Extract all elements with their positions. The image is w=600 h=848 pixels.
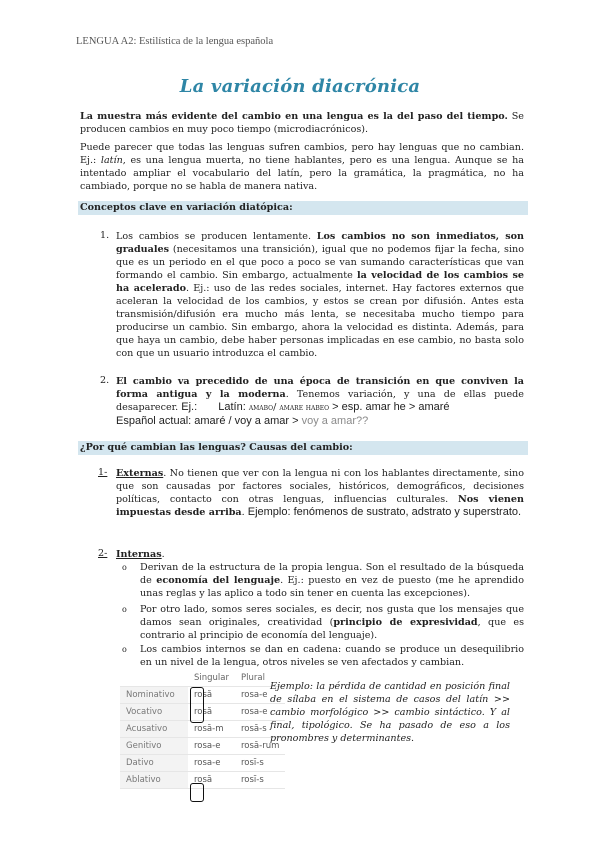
list-number: 1.	[100, 230, 110, 241]
list-text: Los cambios se producen lentamente.	[116, 231, 317, 242]
list-text: Por otro lado, somos seres sociales, es decir, nos gusta que los mensajes que damos sean originales, creatividad (	[140, 604, 524, 628]
list-bold: El cambio va precedido de una época de transición en que conviven la forma antigua y la moderna	[116, 376, 524, 400]
latin-form-1: amabo	[248, 403, 274, 413]
list-bold: Los cambios no son inmediatos, son graduales	[116, 231, 524, 255]
case-cell: Vocativo	[120, 704, 188, 721]
latin-form-2: amare habeo	[279, 403, 330, 413]
example-text: Ejemplo: fenómenos de sustrato, adstrato y superstrato.	[247, 506, 522, 518]
intro-paragraph-2	[80, 141, 524, 193]
plural-cell: rosā-s	[235, 721, 285, 738]
table-row	[120, 721, 285, 738]
table-caption: Ejemplo: la pérdida de cantidad en posición final de sílaba en el sistema de casos del latín >> cambio morfológico >> cambio sintáctico. Y al final, tipológico. Se ha pasado de eso a los pronombres y determinantes.	[270, 681, 510, 744]
list-bold: Nos vienen impuestas desde arriba	[116, 494, 524, 518]
table-row	[120, 738, 285, 755]
list-text: , que es contrario al principio de economía del lenguaje).	[140, 617, 525, 641]
plural-cell: rosa-e	[235, 704, 285, 721]
table-header-cell: Plural	[235, 670, 285, 687]
example-label: Ej.:	[181, 401, 198, 413]
list-text: . Tenemos variación, y una de ellas puede desaparecer.	[116, 389, 524, 413]
list-item	[116, 230, 524, 360]
latin-evolution: > esp. amar he > amaré	[329, 401, 450, 413]
list-item-internal	[116, 548, 524, 561]
highlight-box	[190, 783, 204, 802]
intro-p2-text-b: , es una lengua muerta, no tiene hablantes, pero es una lengua. Aunque se ha intentado ampliar el vocabulario del latín, pero la gramática, la pragmática, no ha cambiado, porque no se habla de manera nativa.	[80, 155, 524, 192]
list-item	[140, 643, 524, 669]
list-bold: la velocidad de los cambios se ha acelerado	[116, 270, 524, 294]
page-title: La variación diacrónica	[179, 76, 421, 97]
spanish-current-question: voy a amar??	[301, 415, 369, 427]
list-text: . Ej.: puesto en vez de puesto (me he aprendido unas reglas y las aplico a todo sin tener en cuenta las excepciones).	[140, 575, 524, 599]
section-heading-causes: ¿Por qué cambian las lenguas? Causas del cambio:	[78, 441, 528, 455]
document-header: LENGUA A2: Estilística de la lengua española	[76, 36, 274, 47]
table-row	[120, 755, 285, 772]
highlight-box	[190, 687, 204, 723]
list-text: . No tienen que ver con la lengua ni con los hablantes directamente, sino que son causadas por factores sociales, históricos, demográficos, decisiones políticas, contacto con otras lenguas, influencias culturales.	[116, 468, 524, 505]
bullet-icon: o	[122, 605, 127, 614]
list-item	[116, 375, 524, 428]
case-cell: Genitivo	[120, 738, 188, 755]
list-number: 2-	[98, 548, 108, 559]
list-text: Derivan de la estructura de la propia lengua. Son el resultado de la búsqueda de	[140, 562, 524, 586]
list-number: 2.	[100, 375, 110, 386]
singular-cell: rosa-e	[188, 738, 235, 755]
list-text: .	[241, 507, 248, 518]
cause-heading: Internas	[116, 549, 162, 560]
intro-p2-latin: latín	[100, 155, 123, 166]
case-cell: Ablativo	[120, 772, 188, 789]
section-heading-key-concepts: Conceptos clave en variación diatópica:	[78, 201, 528, 215]
table-header-cell	[120, 670, 188, 687]
bullet-icon: o	[122, 563, 127, 572]
list-text: . Ej.: uso de las redes sociales, internet. Hay factores externos que aceleran la velocidad de los cambios, y estos se crean por difusión. Antes esta transmisión/difusión era mucho más lenta, se necesitaba mucho tiempo para producirse un cambio. Sin embargo, ahora la velocidad es distinta. Además, para que haya un cambio, debe haber personas implicadas en ese cambio, no basta solo con que un usuario introduzca el cambio.	[116, 283, 524, 359]
intro-paragraph-1	[80, 110, 524, 136]
case-cell: Nominativo	[120, 687, 188, 704]
intro-p2-text-a: Puede parecer que todas las lenguas sufren cambios, pero hay lenguas que no cambian. Ej.:	[80, 142, 524, 166]
list-item	[140, 603, 524, 642]
latin-label: Latín:	[218, 401, 249, 413]
list-text: Los cambios internos se dan en cadena: cuando se produce un desequilibrio en un nivel de la lengua, otros niveles se ven afectados y cambian.	[140, 644, 524, 668]
intro-lead: La muestra más evidente del cambio en una lengua es la del paso del tiempo.	[80, 111, 508, 122]
list-bold: economía del lenguaje	[156, 575, 281, 586]
case-cell: Dativo	[120, 755, 188, 772]
list-number: 1-	[98, 467, 108, 478]
table-header-cell: Singular	[188, 670, 235, 687]
plural-cell: rosī-s	[235, 755, 285, 772]
plural-cell: rosā-rum	[235, 738, 285, 755]
bullet-icon: o	[122, 645, 127, 654]
list-text: .	[161, 549, 165, 560]
list-bold: principio de expresividad	[333, 617, 478, 628]
singular-cell: rosă	[188, 704, 235, 721]
case-cell: Acusativo	[120, 721, 188, 738]
cause-heading: Externas	[116, 468, 164, 479]
singular-cell: rosă	[188, 687, 235, 704]
singular-cell: rosa-e	[188, 755, 235, 772]
list-text: (necesitamos una transición), igual que no podemos fijar la fecha, sino que es un periodo en el que poco a poco se van sumando características que van formando el cambio. Sin embargo, actualmente	[116, 244, 524, 281]
table-header-row	[120, 670, 285, 687]
singular-cell: rosā-m	[188, 721, 235, 738]
spanish-current: Español actual: amaré / voy a amar >	[116, 415, 302, 427]
plural-cell: rosī-s	[235, 772, 285, 789]
singular-cell: rosā	[188, 772, 235, 789]
list-item	[140, 561, 524, 600]
plural-cell: rosa-e	[235, 687, 285, 704]
separator: /	[273, 402, 280, 413]
intro-lead-rest: Se producen cambios en muy poco tiempo (microdiacrónicos).	[80, 111, 524, 135]
list-item-external	[116, 467, 524, 519]
